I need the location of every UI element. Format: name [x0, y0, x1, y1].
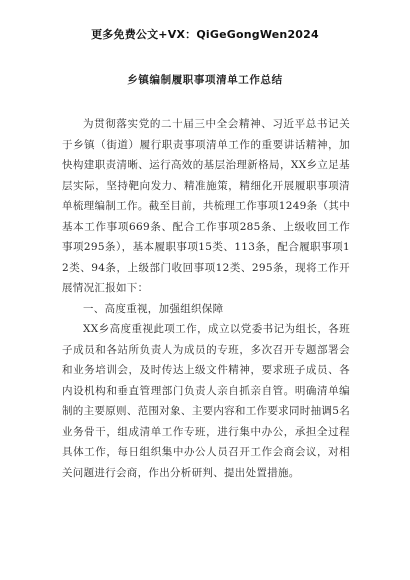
section-heading: 一、高度重视，加强组织保障 [83, 302, 224, 315]
section-paragraph: XX乡高度重视此项工作，成立以党委书记为组长，各班子成员和各站所负责人为成员的专班，多次召开专题部署会和业务培训会，及时传达上级文件精神，要求班子成员、各内设机构和垂直管理部门负责人亲自抓亲自管。明确清单编制的主要原则、范围对象、主要内容和工作要求同时抽调5名业务骨干，组成清单工作专班，进行集中办公，承担全过程具体工作，每日组织集中办公人员召开工作会商会议，对相关问题进行会商，作出分析研判、提出处置措施。 [62, 323, 350, 479]
promo-header: 更多免费公文+VX：QiGeGongWen2024 [91, 28, 319, 41]
intro-paragraph: 为贯彻落实党的二十届三中全会精神、习近平总书记关于乡镇（街道）履行职责事项清单工作的重要讲话精神，加快构建职责清晰、运行高效的基层治理新格局，XX乡立足基层实际，坚持靶向发力、精准施策，精细化开展履职事项清单梳理编制工作。截至目前，共梳理工作事项1249条（其中基本工作事项669条、配合工作事项285条、上级收回工作事项295条），基本履职事项15类、113条，配合履职事项12类、94条，上级部门收回事项12类、295条，现将工作开展情况汇报如下： [62, 118, 350, 294]
document-title: 乡镇编制履职事项清单工作总结 [127, 74, 283, 86]
document-body [62, 114, 350, 483]
